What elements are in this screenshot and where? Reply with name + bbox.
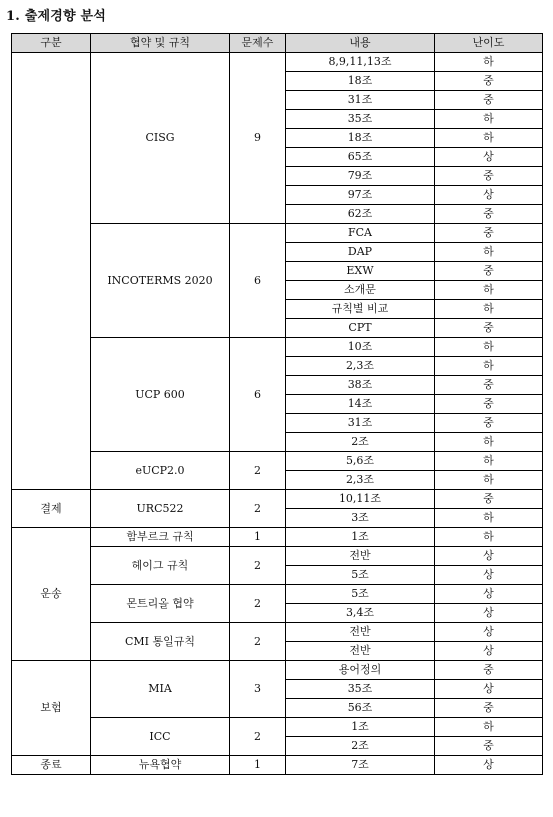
question-count-cell: 2 [230, 623, 286, 661]
difficulty-cell: 중 [435, 490, 543, 509]
question-count-cell: 1 [230, 756, 286, 775]
content-cell: 31조 [286, 414, 435, 433]
content-cell: 5조 [286, 585, 435, 604]
content-cell: 8,9,11,13조 [286, 53, 435, 72]
difficulty-cell: 상 [435, 623, 543, 642]
content-cell: 1조 [286, 528, 435, 547]
difficulty-cell: 하 [435, 110, 543, 129]
content-cell: 1조 [286, 718, 435, 737]
difficulty-cell: 하 [435, 509, 543, 528]
difficulty-cell: 하 [435, 471, 543, 490]
content-cell: 2조 [286, 737, 435, 756]
question-count-cell: 2 [230, 547, 286, 585]
rule-name-cell: 헤이그 규칙 [91, 547, 230, 585]
rule-name-cell: URC522 [91, 490, 230, 528]
content-cell: EXW [286, 262, 435, 281]
table-row [12, 338, 543, 357]
table-row [12, 53, 543, 72]
content-cell: 10조 [286, 338, 435, 357]
question-count-cell: 2 [230, 490, 286, 528]
content-cell: 38조 [286, 376, 435, 395]
content-cell: 56조 [286, 699, 435, 718]
content-cell: 18조 [286, 72, 435, 91]
content-cell: 전반 [286, 642, 435, 661]
content-cell: 18조 [286, 129, 435, 148]
rule-name-cell: CISG [91, 53, 230, 224]
content-cell: 소개문 [286, 281, 435, 300]
content-cell: 전반 [286, 623, 435, 642]
difficulty-cell: 상 [435, 547, 543, 566]
rule-name-cell: UCP 600 [91, 338, 230, 452]
difficulty-cell: 하 [435, 433, 543, 452]
table-row [12, 585, 543, 604]
category-cell: 결제 [12, 490, 91, 528]
difficulty-cell: 상 [435, 680, 543, 699]
header-rule: 협약 및 규칙 [91, 34, 230, 53]
question-count-cell: 9 [230, 53, 286, 224]
rule-name-cell: ICC [91, 718, 230, 756]
difficulty-cell: 하 [435, 718, 543, 737]
difficulty-cell: 하 [435, 129, 543, 148]
table-row [12, 623, 543, 642]
content-cell: 3조 [286, 509, 435, 528]
content-cell: CPT [286, 319, 435, 338]
table-row [12, 528, 543, 547]
category-cell: 보험 [12, 661, 91, 756]
rule-name-cell: 함부르크 규칙 [91, 528, 230, 547]
difficulty-cell: 중 [435, 262, 543, 281]
content-cell: 7조 [286, 756, 435, 775]
table-row [12, 452, 543, 471]
content-cell: 35조 [286, 680, 435, 699]
difficulty-cell: 중 [435, 699, 543, 718]
table-row [12, 661, 543, 680]
rule-name-cell: 몬트리올 협약 [91, 585, 230, 623]
difficulty-cell: 중 [435, 72, 543, 91]
content-cell: 35조 [286, 110, 435, 129]
difficulty-cell: 하 [435, 528, 543, 547]
content-cell: 용어정의 [286, 661, 435, 680]
content-cell: 2조 [286, 433, 435, 452]
rule-name-cell: CMI 통일규칙 [91, 623, 230, 661]
content-cell: 전반 [286, 547, 435, 566]
question-count-cell: 2 [230, 585, 286, 623]
content-cell: 10,11조 [286, 490, 435, 509]
header-category: 구분 [12, 34, 91, 53]
difficulty-cell: 중 [435, 661, 543, 680]
difficulty-cell: 중 [435, 205, 543, 224]
header-difficulty: 난이도 [435, 34, 543, 53]
category-cell [12, 53, 91, 490]
difficulty-cell: 상 [435, 186, 543, 205]
difficulty-cell: 하 [435, 338, 543, 357]
difficulty-cell: 상 [435, 642, 543, 661]
content-cell: 62조 [286, 205, 435, 224]
content-cell: 규칙별 비교 [286, 300, 435, 319]
table-row [12, 490, 543, 509]
content-cell: 14조 [286, 395, 435, 414]
difficulty-cell: 중 [435, 414, 543, 433]
document-title: 1. 출제경향 분석 [6, 9, 106, 24]
rule-name-cell: 뉴욕협약 [91, 756, 230, 775]
difficulty-cell: 하 [435, 452, 543, 471]
difficulty-cell: 중 [435, 91, 543, 110]
category-cell: 운송 [12, 528, 91, 661]
question-count-cell: 6 [230, 338, 286, 452]
table-row [12, 756, 543, 775]
difficulty-cell: 중 [435, 395, 543, 414]
difficulty-cell: 상 [435, 604, 543, 623]
difficulty-cell: 하 [435, 281, 543, 300]
content-cell: 31조 [286, 91, 435, 110]
table-row [12, 547, 543, 566]
difficulty-cell: 중 [435, 319, 543, 338]
content-cell: 5조 [286, 566, 435, 585]
rule-name-cell: eUCP2.0 [91, 452, 230, 490]
content-cell: 5,6조 [286, 452, 435, 471]
content-cell: 3,4조 [286, 604, 435, 623]
content-cell: FCA [286, 224, 435, 243]
content-cell: 65조 [286, 148, 435, 167]
difficulty-cell: 중 [435, 376, 543, 395]
category-cell: 종료 [12, 756, 91, 775]
difficulty-cell: 하 [435, 53, 543, 72]
question-count-cell: 1 [230, 528, 286, 547]
difficulty-cell: 중 [435, 737, 543, 756]
question-count-cell: 6 [230, 224, 286, 338]
difficulty-cell: 하 [435, 300, 543, 319]
question-count-cell: 2 [230, 718, 286, 756]
exam-trend-table [11, 33, 543, 775]
rule-name-cell: INCOTERMS 2020 [91, 224, 230, 338]
difficulty-cell: 상 [435, 148, 543, 167]
table-row [12, 718, 543, 737]
content-cell: 97조 [286, 186, 435, 205]
difficulty-cell: 하 [435, 357, 543, 376]
content-cell: 2,3조 [286, 471, 435, 490]
content-cell: DAP [286, 243, 435, 262]
question-count-cell: 3 [230, 661, 286, 718]
content-cell: 2,3조 [286, 357, 435, 376]
difficulty-cell: 상 [435, 566, 543, 585]
content-cell: 79조 [286, 167, 435, 186]
table-header-row [12, 34, 543, 53]
rule-name-cell: MIA [91, 661, 230, 718]
header-content: 내용 [286, 34, 435, 53]
header-count: 문제수 [230, 34, 286, 53]
difficulty-cell: 중 [435, 224, 543, 243]
table-body [12, 53, 543, 775]
question-count-cell: 2 [230, 452, 286, 490]
table-row [12, 224, 543, 243]
difficulty-cell: 상 [435, 756, 543, 775]
difficulty-cell: 하 [435, 243, 543, 262]
difficulty-cell: 상 [435, 585, 543, 604]
difficulty-cell: 중 [435, 167, 543, 186]
